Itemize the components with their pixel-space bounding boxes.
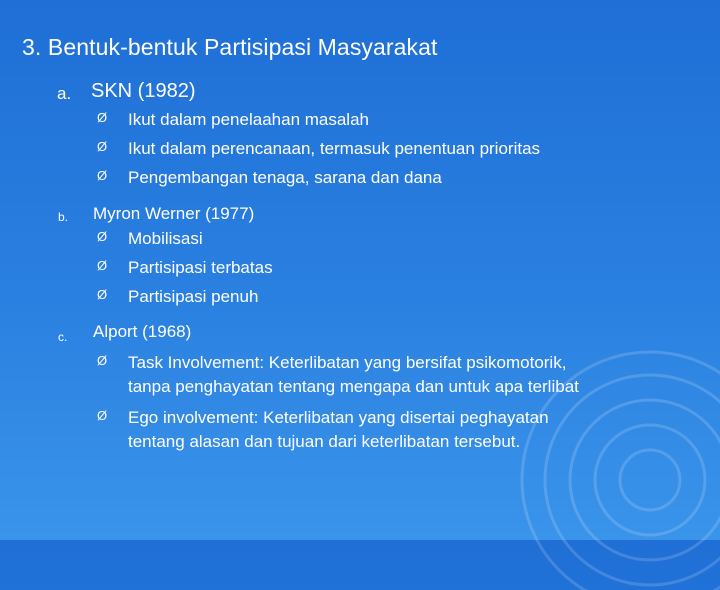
list-item-text: Ikut dalam penelaahan masalah <box>128 110 369 129</box>
arrow-bullet-icon: Ø <box>97 353 108 368</box>
arrow-bullet-icon: Ø <box>97 287 108 302</box>
section-c-letter: c. <box>58 330 68 344</box>
list-item-text-line1: Task Involvement: Keterlibatan yang bersifat psikomotorik, <box>128 353 567 372</box>
list-item-text-line2: tanpa penghayatan tentang mengapa dan untuk apa terlibat <box>128 377 579 396</box>
section-b-heading: Myron Werner (1977) <box>93 204 255 223</box>
arrow-bullet-icon: Ø <box>97 168 108 183</box>
section-c-heading: Alport (1968) <box>93 322 192 341</box>
list-item-text: Partisipasi penuh <box>128 287 259 306</box>
list-item-text: Pengembangan tenaga, sarana dan dana <box>128 168 442 187</box>
list-item-text: Ikut dalam perencanaan, termasuk penentuan prioritas <box>128 139 541 158</box>
arrow-bullet-icon: Ø <box>97 408 108 423</box>
section-b-letter: b. <box>58 210 69 224</box>
slide-title: 3. Bentuk-bentuk Partisipasi Masyarakat <box>22 34 438 60</box>
list-item-text: Mobilisasi <box>128 229 203 248</box>
arrow-bullet-icon: Ø <box>97 258 108 273</box>
arrow-bullet-icon: Ø <box>97 139 108 154</box>
section-a-heading: SKN (1982) <box>91 80 196 102</box>
list-item-text-line2: tentang alasan dan tujuan dari keterlibatan tersebut. <box>128 432 521 451</box>
section-a-letter: a. <box>57 84 72 103</box>
list-item-text: Partisipasi terbatas <box>128 258 273 277</box>
arrow-bullet-icon: Ø <box>97 110 108 125</box>
list-item-text-line1: Ego involvement: Keterlibatan yang disertai peghayatan <box>128 408 549 427</box>
arrow-bullet-icon: Ø <box>97 229 108 244</box>
